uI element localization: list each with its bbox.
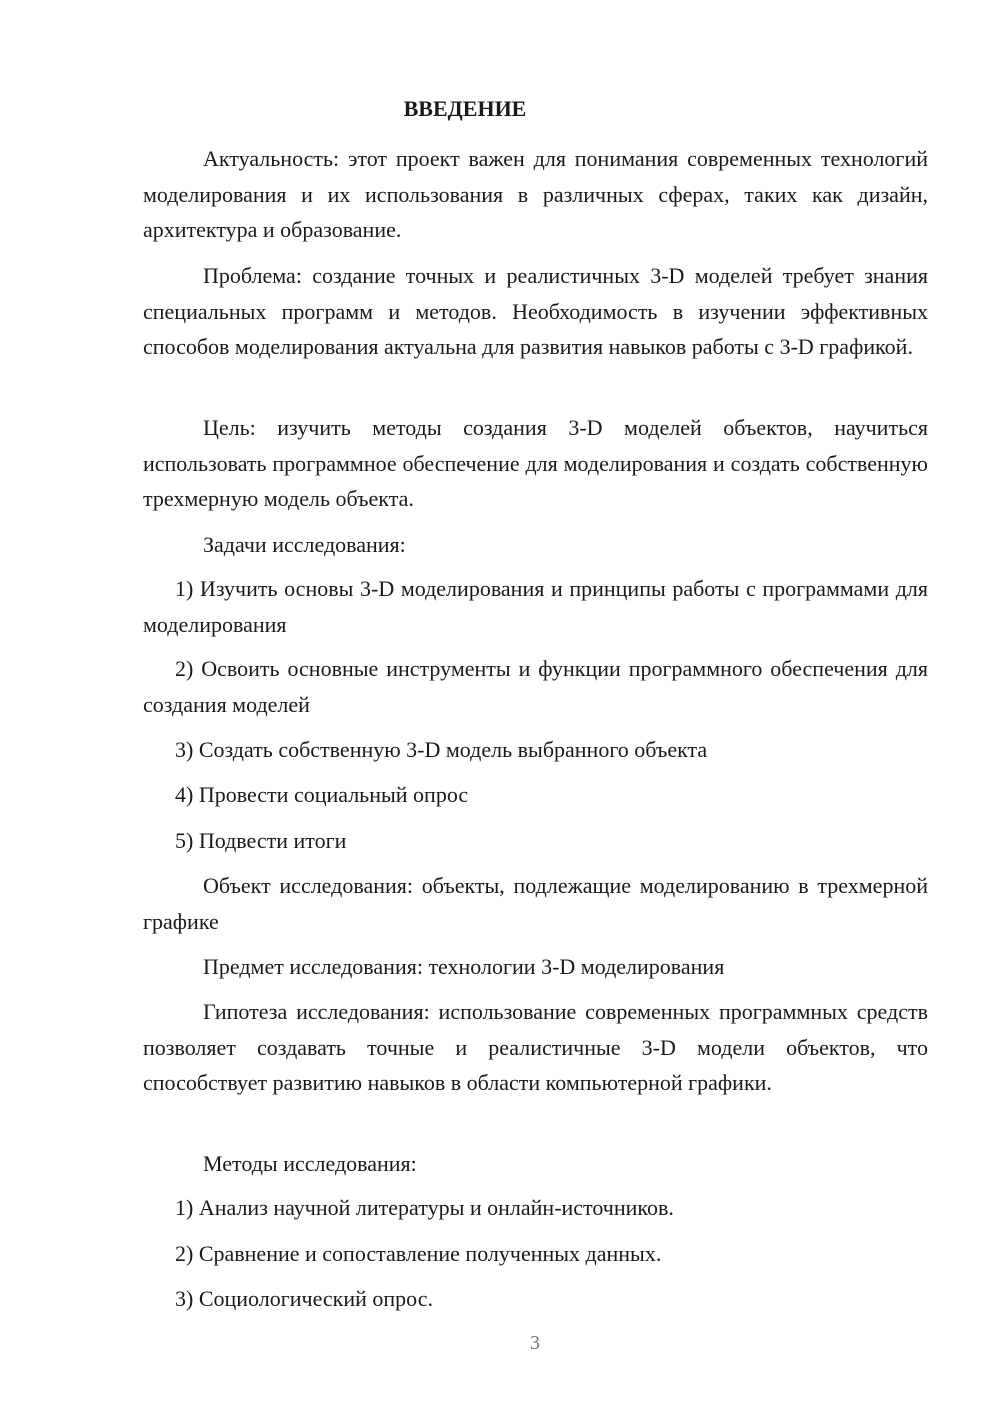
task-item-5: 5) Подвести итоги [175, 828, 347, 853]
task-item-1: 1) Изучить основы 3-D моделирования и принципы работы с программами для моделирования [143, 576, 928, 637]
task-item-4: 4) Провести социальный опрос [175, 782, 469, 807]
goal-paragraph: Цель: изучить методы создания 3-D моделей объектов, научиться использовать программное обеспечение для моделирования и создать собственную трехмерную модель объекта. [143, 415, 928, 511]
method-item-1: 1) Анализ научной литературы и онлайн-источников. [175, 1195, 674, 1220]
hypothesis-paragraph: Гипотеза исследования: использование современных программных средств позволяет создавать точные и реалистичные 3-D модели объектов, что способствует развитию навыков в области компьютерной графики. [143, 999, 928, 1095]
method-item-3: 3) Социологический опрос. [175, 1286, 433, 1311]
tasks-heading: Задачи исследования: [203, 532, 406, 557]
method-item-2: 2) Сравнение и сопоставление полученных данных. [175, 1241, 662, 1266]
methods-heading: Методы исследования: [203, 1151, 417, 1176]
problem-paragraph: Проблема: создание точных и реалистичных 3-D моделей требует знания специальных программ и методов. Необходимость в изучении эффективных способов моделирования актуальна для развития навыков работы с 3-D графикой. [143, 263, 928, 359]
page-title: ВВЕДЕНИЕ [403, 96, 527, 121]
subject-paragraph: Предмет исследования: технологии 3-D моделирования [203, 954, 725, 979]
task-item-2: 2) Освоить основные инструменты и функции программного обеспечения для создания моделей [143, 656, 928, 717]
page-number: 3 [530, 1332, 540, 1354]
task-item-3: 3) Создать собственную 3-D модель выбранного объекта [175, 737, 708, 762]
relevance-paragraph: Актуальность: этот проект важен для понимания современных технологий моделирования и их использования в различных сферах, таких как дизайн, архитектура и образование. [143, 146, 928, 242]
object-paragraph: Объект исследования: объекты, подлежащие моделированию в трехмерной графике [143, 873, 928, 934]
